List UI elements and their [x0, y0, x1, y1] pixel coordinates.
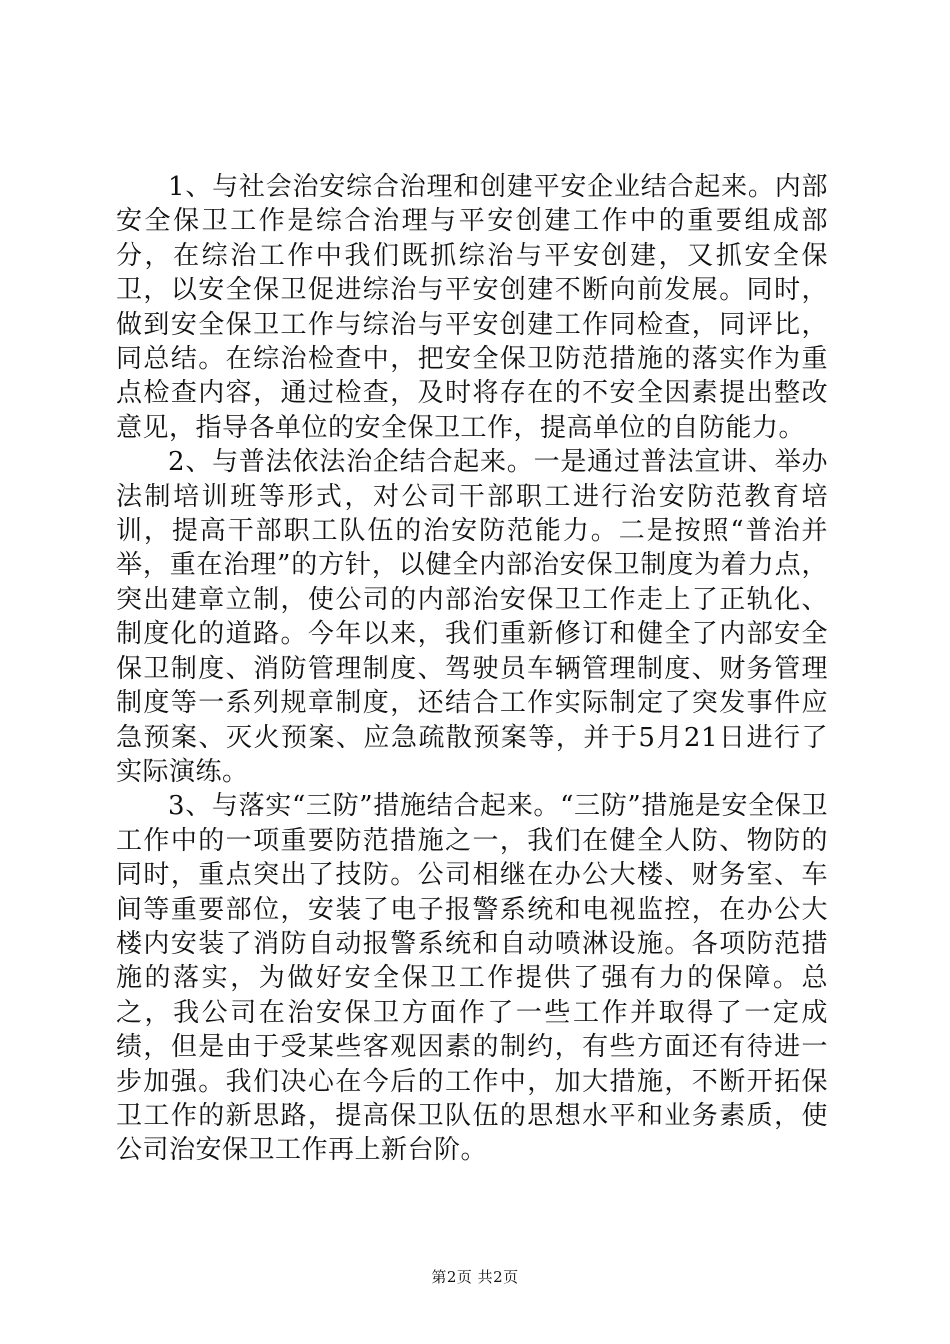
paragraph-3: 3、与落实“三防”措施结合起来。“三防”措施是安全保卫工作中的一项重要防范措施之一，我们在健全人防、物防的同时，重点突出了技防。公司相继在办公大楼、财务室、车间等重要部位，安装了电子报警系统和电视监控，在办公大楼内安装了消防自动报警系统和自动喷淋设施。各项防范措施的落实，为做好安全保卫工作提供了强有力的保障。总之，我公司在治安保卫方面作了一些工作并取得了一定成绩，但是由于受某些客观因素的制约，有些方面还有待进一步加强。我们决心在今后的工作中，加大措施，不断开拓保卫工作的新思路，提高保卫队伍的思想水平和业务素质，使公司治安保卫工作再上新台阶。 [116, 791, 828, 1166]
paragraph-1: 1、与社会治安综合治理和创建平安企业结合起来。内部安全保卫工作是综合治理与平安创建工作中的重要组成部分，在综治工作中我们既抓综治与平安创建，又抓安全保卫，以安全保卫促进综治与平安创建不断向前发展。同时，做到安全保卫工作与综治与平安创建工作同检查，同评比，同总结。在综治检查中，把安全保卫防范措施的落实作为重点检查内容，通过检查，及时将存在的不安全因素提出整改意见，指导各单位的安全保卫工作，提高单位的自防能力。 [116, 172, 828, 443]
paragraph-2: 2、与普法依法治企结合起来。一是通过普法宣讲、举办法制培训班等形式，对公司干部职工进行治安防范教育培训，提高干部职工队伍的治安防范能力。二是按照“普治并举，重在治理”的方针，以健全内部治安保卫制度为着力点，突出建章立制，使公司的内部治安保卫工作走上了正轨化、制度化的道路。今年以来，我们重新修订和健全了内部安全保卫制度、消防管理制度、驾驶员车辆管理制度、财务管理制度等一系列规章制度，还结合工作实际制定了突发事件应急预案、灭火预案、应急疏散预案等，并于5月21日进行了实际演练。 [116, 447, 828, 787]
document-body [116, 170, 828, 1168]
page-number-footer: 第2页 共2页 [431, 1268, 519, 1286]
